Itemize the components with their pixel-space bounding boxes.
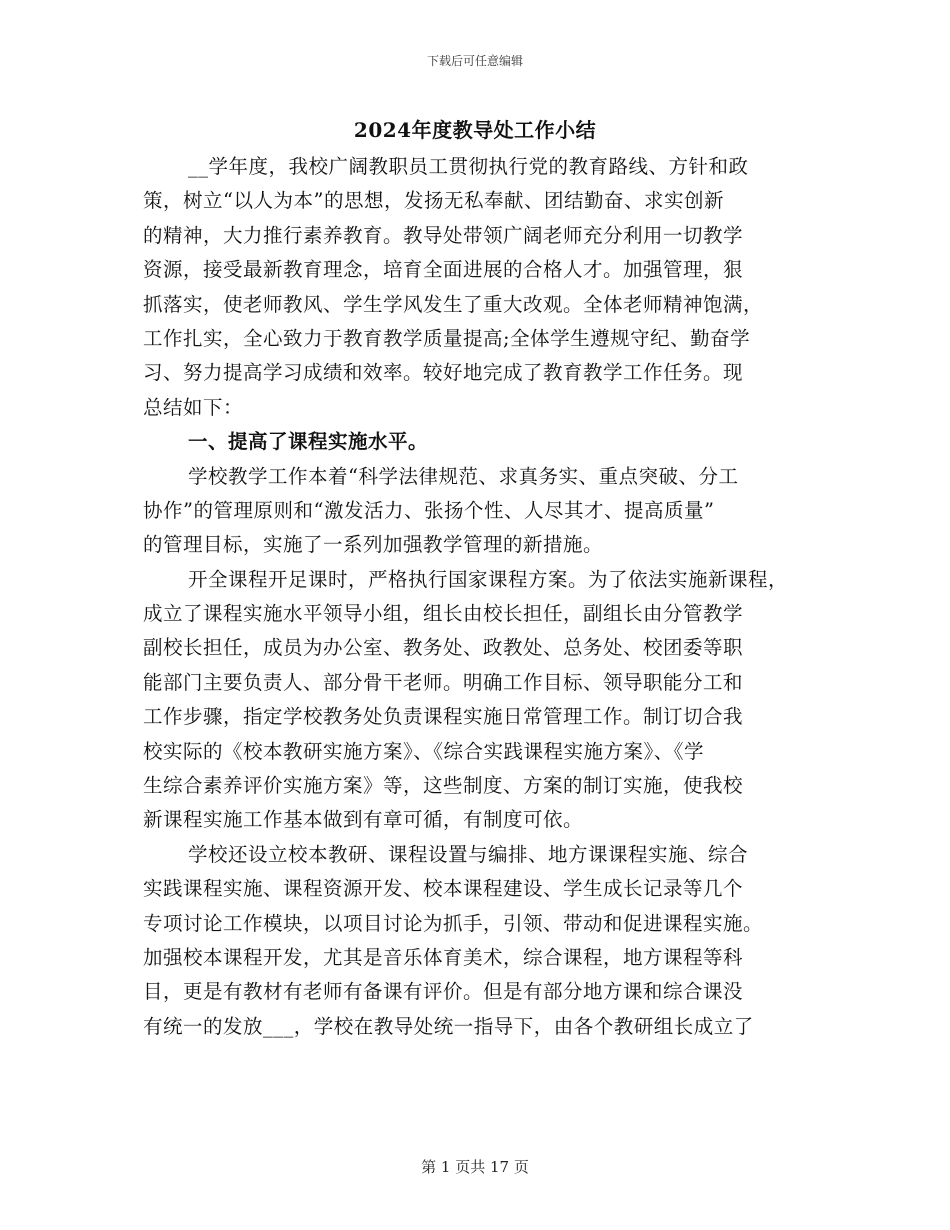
text-line: 加强校本课程开发，尤其是音乐体育美术，综合课程，地方课程等科	[143, 945, 744, 969]
document-body	[143, 150, 833, 1044]
text-line: 目，更是有教材有老师有备课有评价。但是有部分地方课和综合课没	[143, 980, 744, 1004]
text-line: 成立了课程实施水平领导小组，组长由校长担任，副组长由分管教学	[143, 602, 744, 626]
text-line: 生综合素养评价实施方案》等，这些制度、方案的制订实施，使我校	[143, 774, 744, 798]
text-line: 策，树立“以人为本”的思想，发扬无私奉献、团结勤奋、求实创新	[143, 189, 724, 213]
text-line: __学年度，我校广阔教职员工贯彻执行党的教育路线、方针和政	[188, 155, 749, 178]
page-number: 第 1 页共 17 页	[421, 1158, 529, 1176]
page-header-note: 下载后可任意编辑	[426, 54, 523, 68]
text-line: 习、努力提高学习成绩和效率。较好地完成了教育教学工作任务。现	[143, 361, 744, 385]
text-line: 新课程实施工作基本做到有章可循，有制度可依。	[143, 808, 584, 832]
text-line: 有统一的发放___，学校在教导处统一指导下，由各个教研组长成立了	[143, 1014, 754, 1038]
document-title: 2024年度教导处工作小结	[353, 118, 597, 142]
text-line: 开全课程开足课时，严格执行国家课程方案。为了依法实施新课程，	[188, 567, 789, 591]
text-line: 校实际的《校本教研实施方案》、《综合实践课程实施方案》、《学	[143, 739, 705, 763]
text-line: 副校长担任，成员为办公室、教务处、政教处、总务处、校团委等职	[143, 636, 744, 660]
text-line: 总结如下：	[143, 395, 244, 419]
text-line: 学校还设立校本教研、课程设置与编排、地方课课程实施、综合	[188, 842, 749, 866]
text-line: 的管理目标，实施了一系列加强教学管理的新措施。	[143, 533, 604, 557]
text-line: 的精神，大力推行素养教育。教导处带领广阔老师充分利用一切教学	[143, 223, 744, 247]
text-line: 资源，接受最新教育理念，培育全面进展的合格人才。加强管理，狠	[143, 258, 744, 282]
text-line: 工作扎实，全心致力于教育教学质量提高;全体学生遵规守纪、勤奋学	[143, 326, 751, 350]
text-line: 能部门主要负责人、部分骨干老师。明确工作目标、领导职能分工和	[143, 670, 744, 694]
text-line: 协作”的管理原则和“激发活力、张扬个性、人尽其才、提高质量”	[143, 498, 715, 522]
text-line: 工作步骤，指定学校教务处负责课程实施日常管理工作。制订切合我	[143, 705, 744, 729]
text-line: 抓落实，使老师教风、学生学风发生了重大改观。全体老师精神饱满，	[143, 292, 764, 316]
text-line: 专项讨论工作模块，以项目讨论为抓手，引领、带动和促进课程实施。	[143, 911, 764, 935]
section-heading: 一、提高了课程实施水平。	[188, 430, 429, 454]
text-line: 实践课程实施、课程资源开发、校本课程建设、学生成长记录等几个	[143, 877, 744, 901]
text-line: 学校教学工作本着“科学法律规范、求真务实、重点突破、分工	[188, 464, 739, 488]
